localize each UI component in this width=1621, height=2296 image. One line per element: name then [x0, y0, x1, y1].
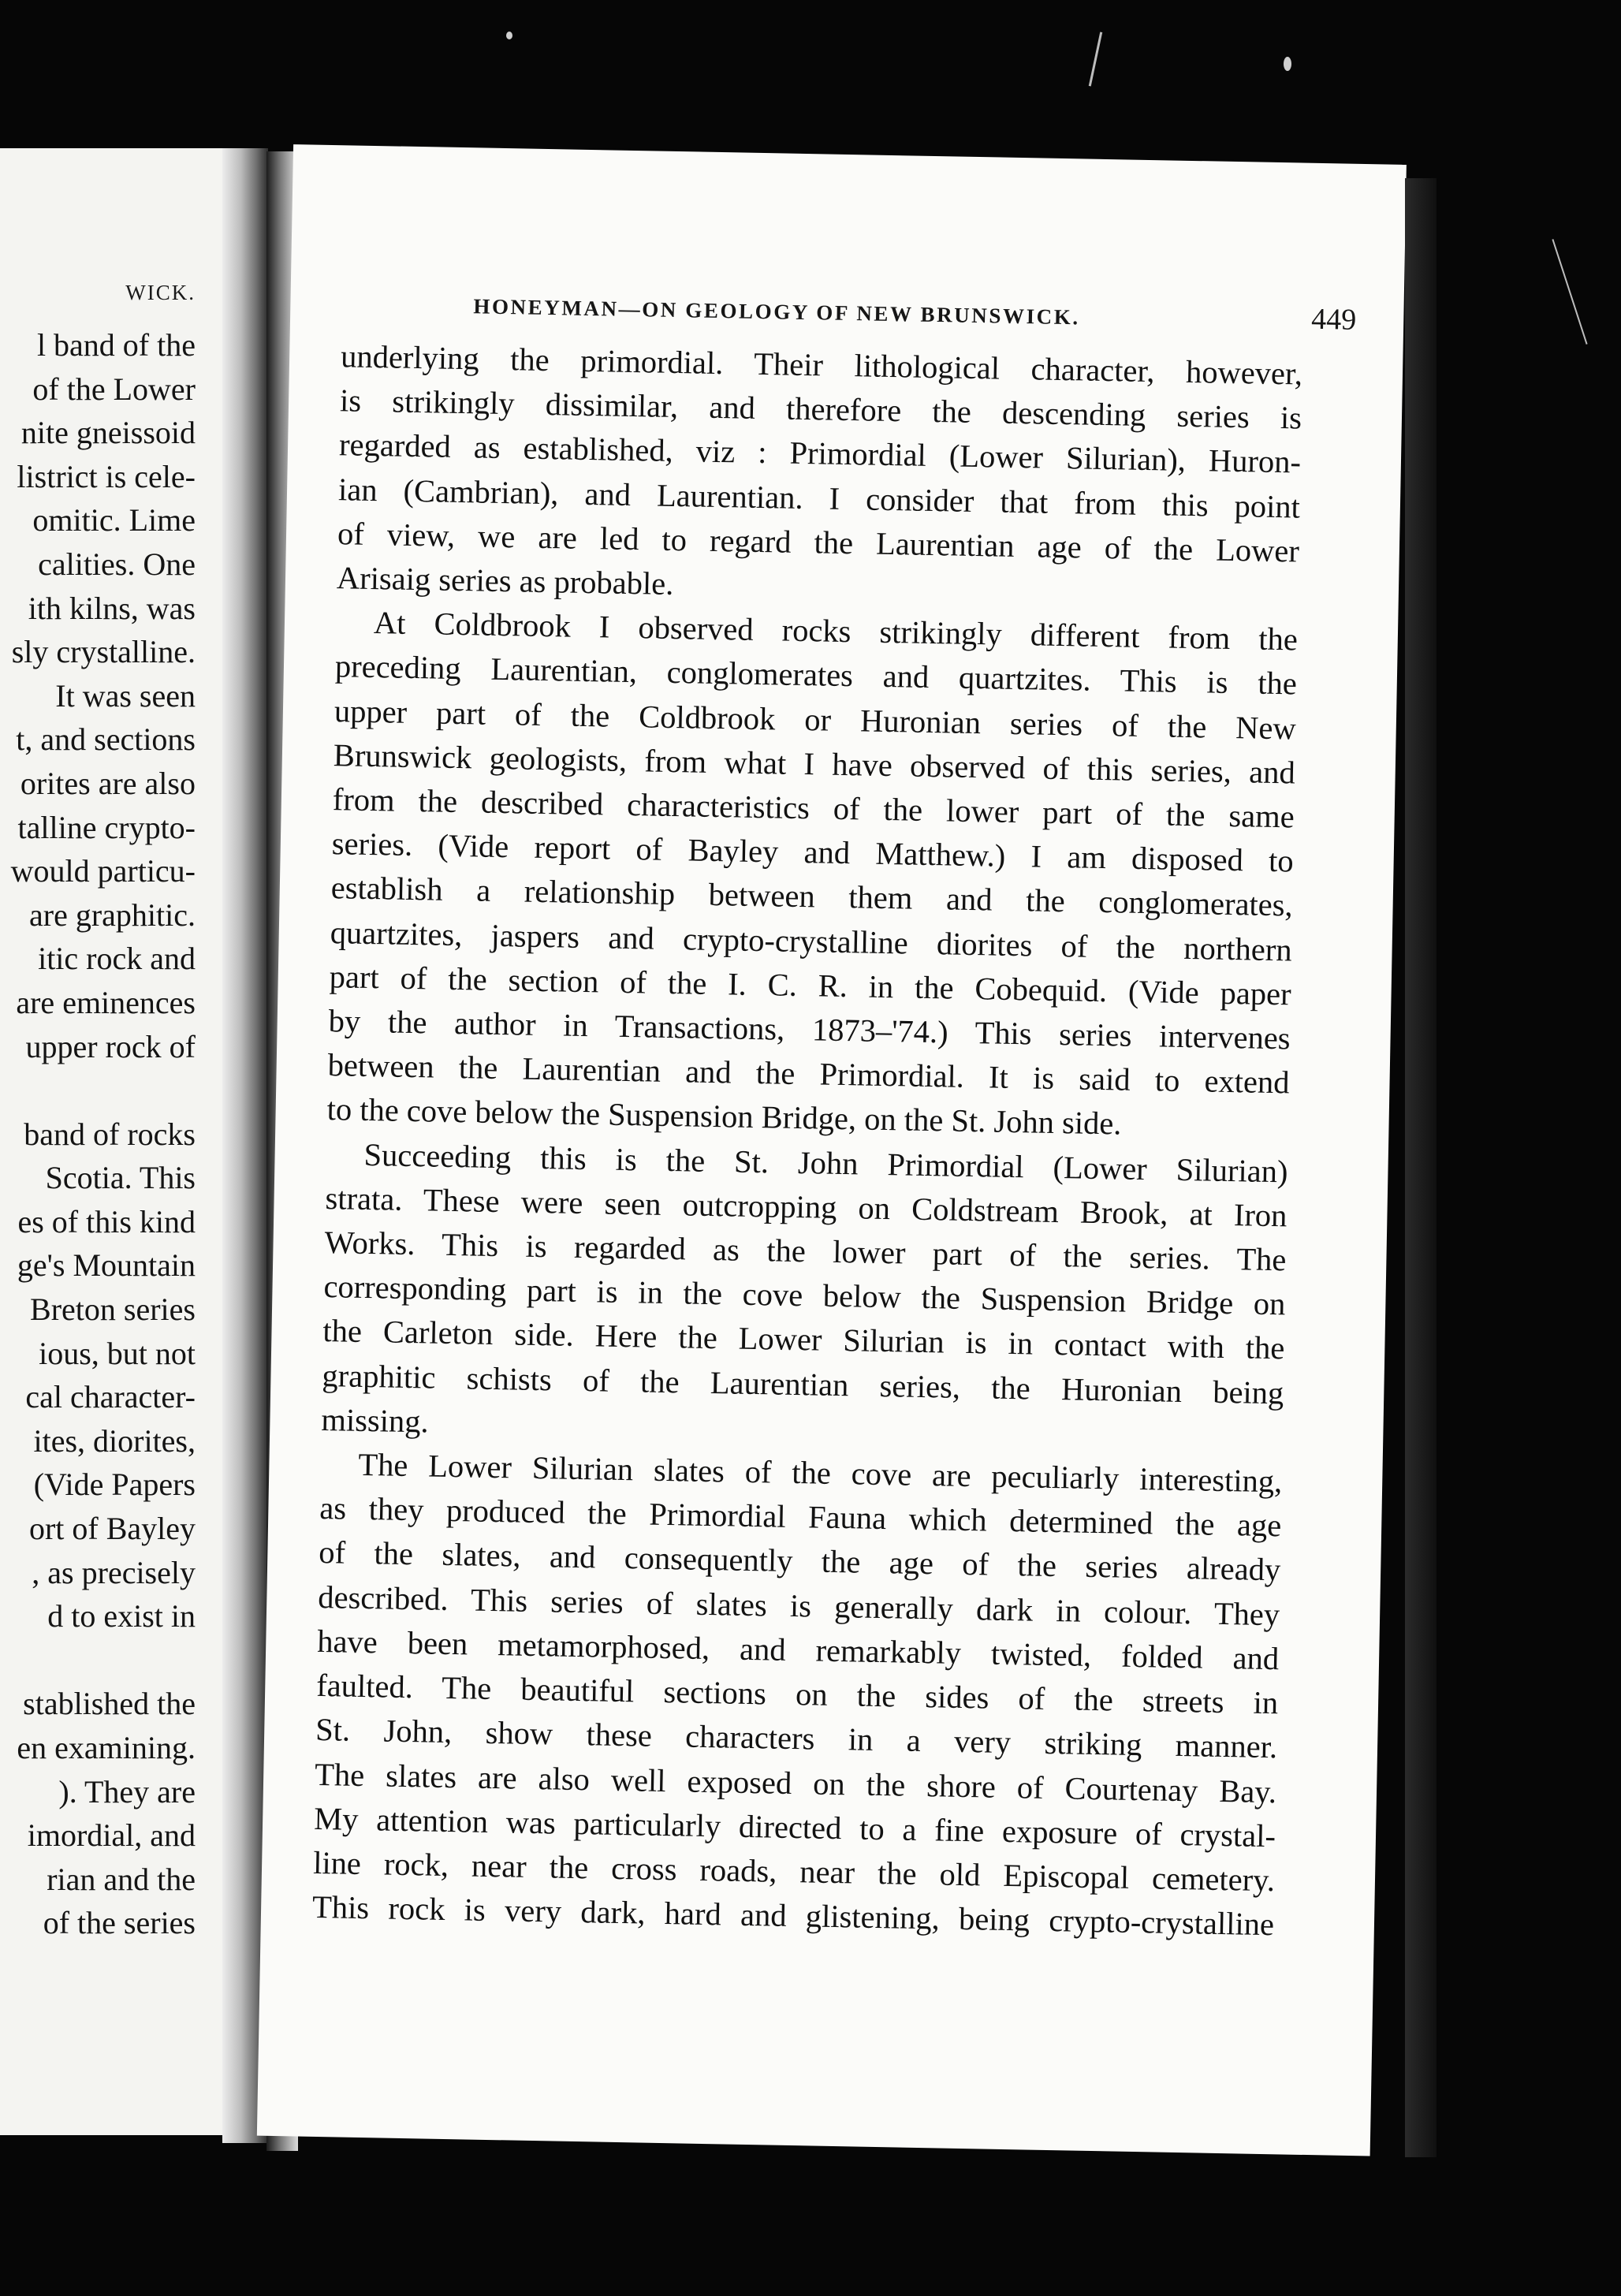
- text-line: nite gneissoid: [20, 415, 196, 451]
- text-line: ). They are: [58, 1773, 196, 1810]
- book-gutter: [222, 148, 268, 2143]
- left-running-head: WICK.: [125, 281, 196, 304]
- paragraph-start: The Lower Silurian slates of the cove are peculiarly interesting,: [358, 1446, 1283, 1500]
- paragraph-gap: [0, 1638, 196, 1683]
- text-line: have been metamorphosed, and remarkably twisted, folded and: [316, 1623, 1280, 1677]
- text-line: corresponding part is in the cove below the Suspension Bridge on: [323, 1269, 1286, 1322]
- text-line: listrict is cele-: [17, 458, 196, 494]
- text-line: of view, we are led to regard the Laurentian age of the Lower: [337, 515, 1300, 569]
- text-line: ge's Mountain: [17, 1247, 196, 1284]
- text-line: to the cove below the Suspension Bridge, on the St. John side.: [326, 1091, 1122, 1142]
- text-line: This rock is very dark, hard and glistening, being crypto-crystalline: [311, 1888, 1275, 1943]
- text-line: upper rock of: [25, 1028, 196, 1064]
- text-line: cal character-: [25, 1379, 196, 1415]
- dust-speck: [1284, 57, 1291, 71]
- body-text: [312, 334, 1303, 1947]
- text-line: graphitic schists of the Laurentian series, the Huronian being: [322, 1357, 1284, 1411]
- text-line: itic rock and: [38, 941, 196, 977]
- text-line: ites, diorites,: [33, 1422, 196, 1459]
- running-title: HONEYMAN—ON GEOLOGY OF NEW BRUNSWICK.: [473, 294, 1081, 330]
- text-line: en examining.: [17, 1730, 196, 1765]
- text-line: calities. One: [38, 546, 196, 582]
- text-line: ian (Cambrian), and Laurentian. I consider that from this point: [337, 471, 1301, 525]
- text-line: St. John, show these characters in a very striking manner.: [315, 1712, 1278, 1765]
- text-line: are graphitic.: [29, 896, 196, 933]
- text-line: series. (Vide report of Bayley and Matthew.) I am disposed to: [331, 826, 1295, 879]
- text-line: faulted. The beautiful sections on the sides of the streets in: [315, 1668, 1279, 1721]
- text-line: talline crypto-: [17, 809, 196, 845]
- text-line: the Carleton side. Here the Lower Silurian is in contact with the: [322, 1313, 1285, 1366]
- text-line: as they produced the Primordial Fauna which determined the age: [319, 1490, 1282, 1544]
- text-line: part of the section of the I. C. R. in the Cobequid. (Vide paper: [329, 958, 1291, 1012]
- text-line: by the author in Transactions, 1873–'74.) This series intervenes: [328, 1003, 1291, 1057]
- text-line: are eminences: [16, 984, 196, 1020]
- text-line: orites are also: [20, 765, 196, 801]
- text-line: t, and sections: [16, 721, 196, 758]
- text-line: from the described characteristics of the lower part of the same: [332, 781, 1295, 835]
- text-line: upper part of the Coldbrook or Huronian series of the New: [334, 692, 1297, 747]
- scratch-mark: [1089, 32, 1102, 86]
- text-line: strata. These were seen outcropping on Coldstream Brook, at Iron: [325, 1180, 1287, 1234]
- dust-speck: [506, 32, 512, 39]
- text-line: is strikingly dissimilar, and therefore the descending series is: [339, 382, 1302, 436]
- scratch-mark: [1552, 239, 1587, 345]
- text-line: preceding Laurentian, conglomerates and quartzites. This is the: [334, 648, 1298, 702]
- running-head: [473, 286, 1357, 337]
- left-text-column: [0, 323, 196, 1945]
- text-line: between the Laurentian and the Primordial. It is said to extend: [327, 1047, 1290, 1101]
- text-line: of the Lower: [32, 371, 196, 407]
- paragraph-start: Succeeding this is the St. John Primordial (Lower Silurian): [363, 1136, 1288, 1190]
- text-line: band of rocks: [24, 1116, 196, 1152]
- text-line: of the series: [43, 1905, 196, 1941]
- text-line: imordial, and: [27, 1817, 196, 1854]
- text-line: , as precisely: [32, 1554, 196, 1590]
- text-line: omitic. Lime: [32, 502, 196, 539]
- text-line: Brunswick geologists, from what I have observed of this series, and: [333, 736, 1296, 791]
- page-number: 449: [1310, 302, 1357, 337]
- text-line: Arisaig series as probable.: [336, 560, 674, 602]
- text-line: Scotia. This: [45, 1160, 196, 1196]
- text-line: Works. This is regarded as the lower part of the series. The: [324, 1224, 1287, 1278]
- text-line: d to exist in: [47, 1598, 196, 1634]
- text-line: regarded as established, viz : Primordial (Lower Silurian), Huron-: [338, 427, 1302, 480]
- right-page: [257, 144, 1407, 2156]
- page-stack-edge: [1405, 178, 1437, 2157]
- text-line: described. This series of slates is generally dark in colour. They: [317, 1578, 1280, 1632]
- text-line: underlying the primordial. Their lithological character, however,: [340, 338, 1303, 392]
- text-line: My attention was particularly directed to a fine exposure of crystal-: [313, 1800, 1276, 1854]
- text-line: Breton series: [30, 1292, 196, 1328]
- text-line: es of this kind: [17, 1203, 196, 1239]
- text-line: ort of Bayley: [28, 1511, 196, 1547]
- text-line: missing.: [321, 1401, 430, 1440]
- text-line: establish a relationship between them and the conglomerates,: [330, 870, 1294, 923]
- text-line: l band of the: [36, 327, 196, 363]
- text-line: (Vide Papers: [33, 1467, 196, 1503]
- text-line: line rock, near the cross roads, near the old Episcopal cemetery.: [312, 1844, 1276, 1899]
- text-line: rian and the: [47, 1861, 196, 1897]
- paragraph-start: At Coldbrook I observed rocks strikingly different from the: [373, 605, 1299, 658]
- text-line: would particu-: [10, 853, 196, 889]
- text-line: quartzites, jaspers and crypto-crystalline diorites of the northern: [330, 914, 1293, 968]
- text-line: ith kilns, was: [28, 590, 196, 626]
- text-line: ious, but not: [39, 1335, 196, 1371]
- text-line: The slates are also well exposed on the shore of Courtenay Bay.: [314, 1756, 1277, 1810]
- text-line: of the slates, and consequently the age of the series already: [318, 1534, 1281, 1588]
- text-line: It was seen: [55, 677, 196, 714]
- text-line: stablished the: [23, 1686, 196, 1722]
- paragraph-gap: [0, 1068, 196, 1113]
- text-line: sly crystalline.: [11, 634, 196, 670]
